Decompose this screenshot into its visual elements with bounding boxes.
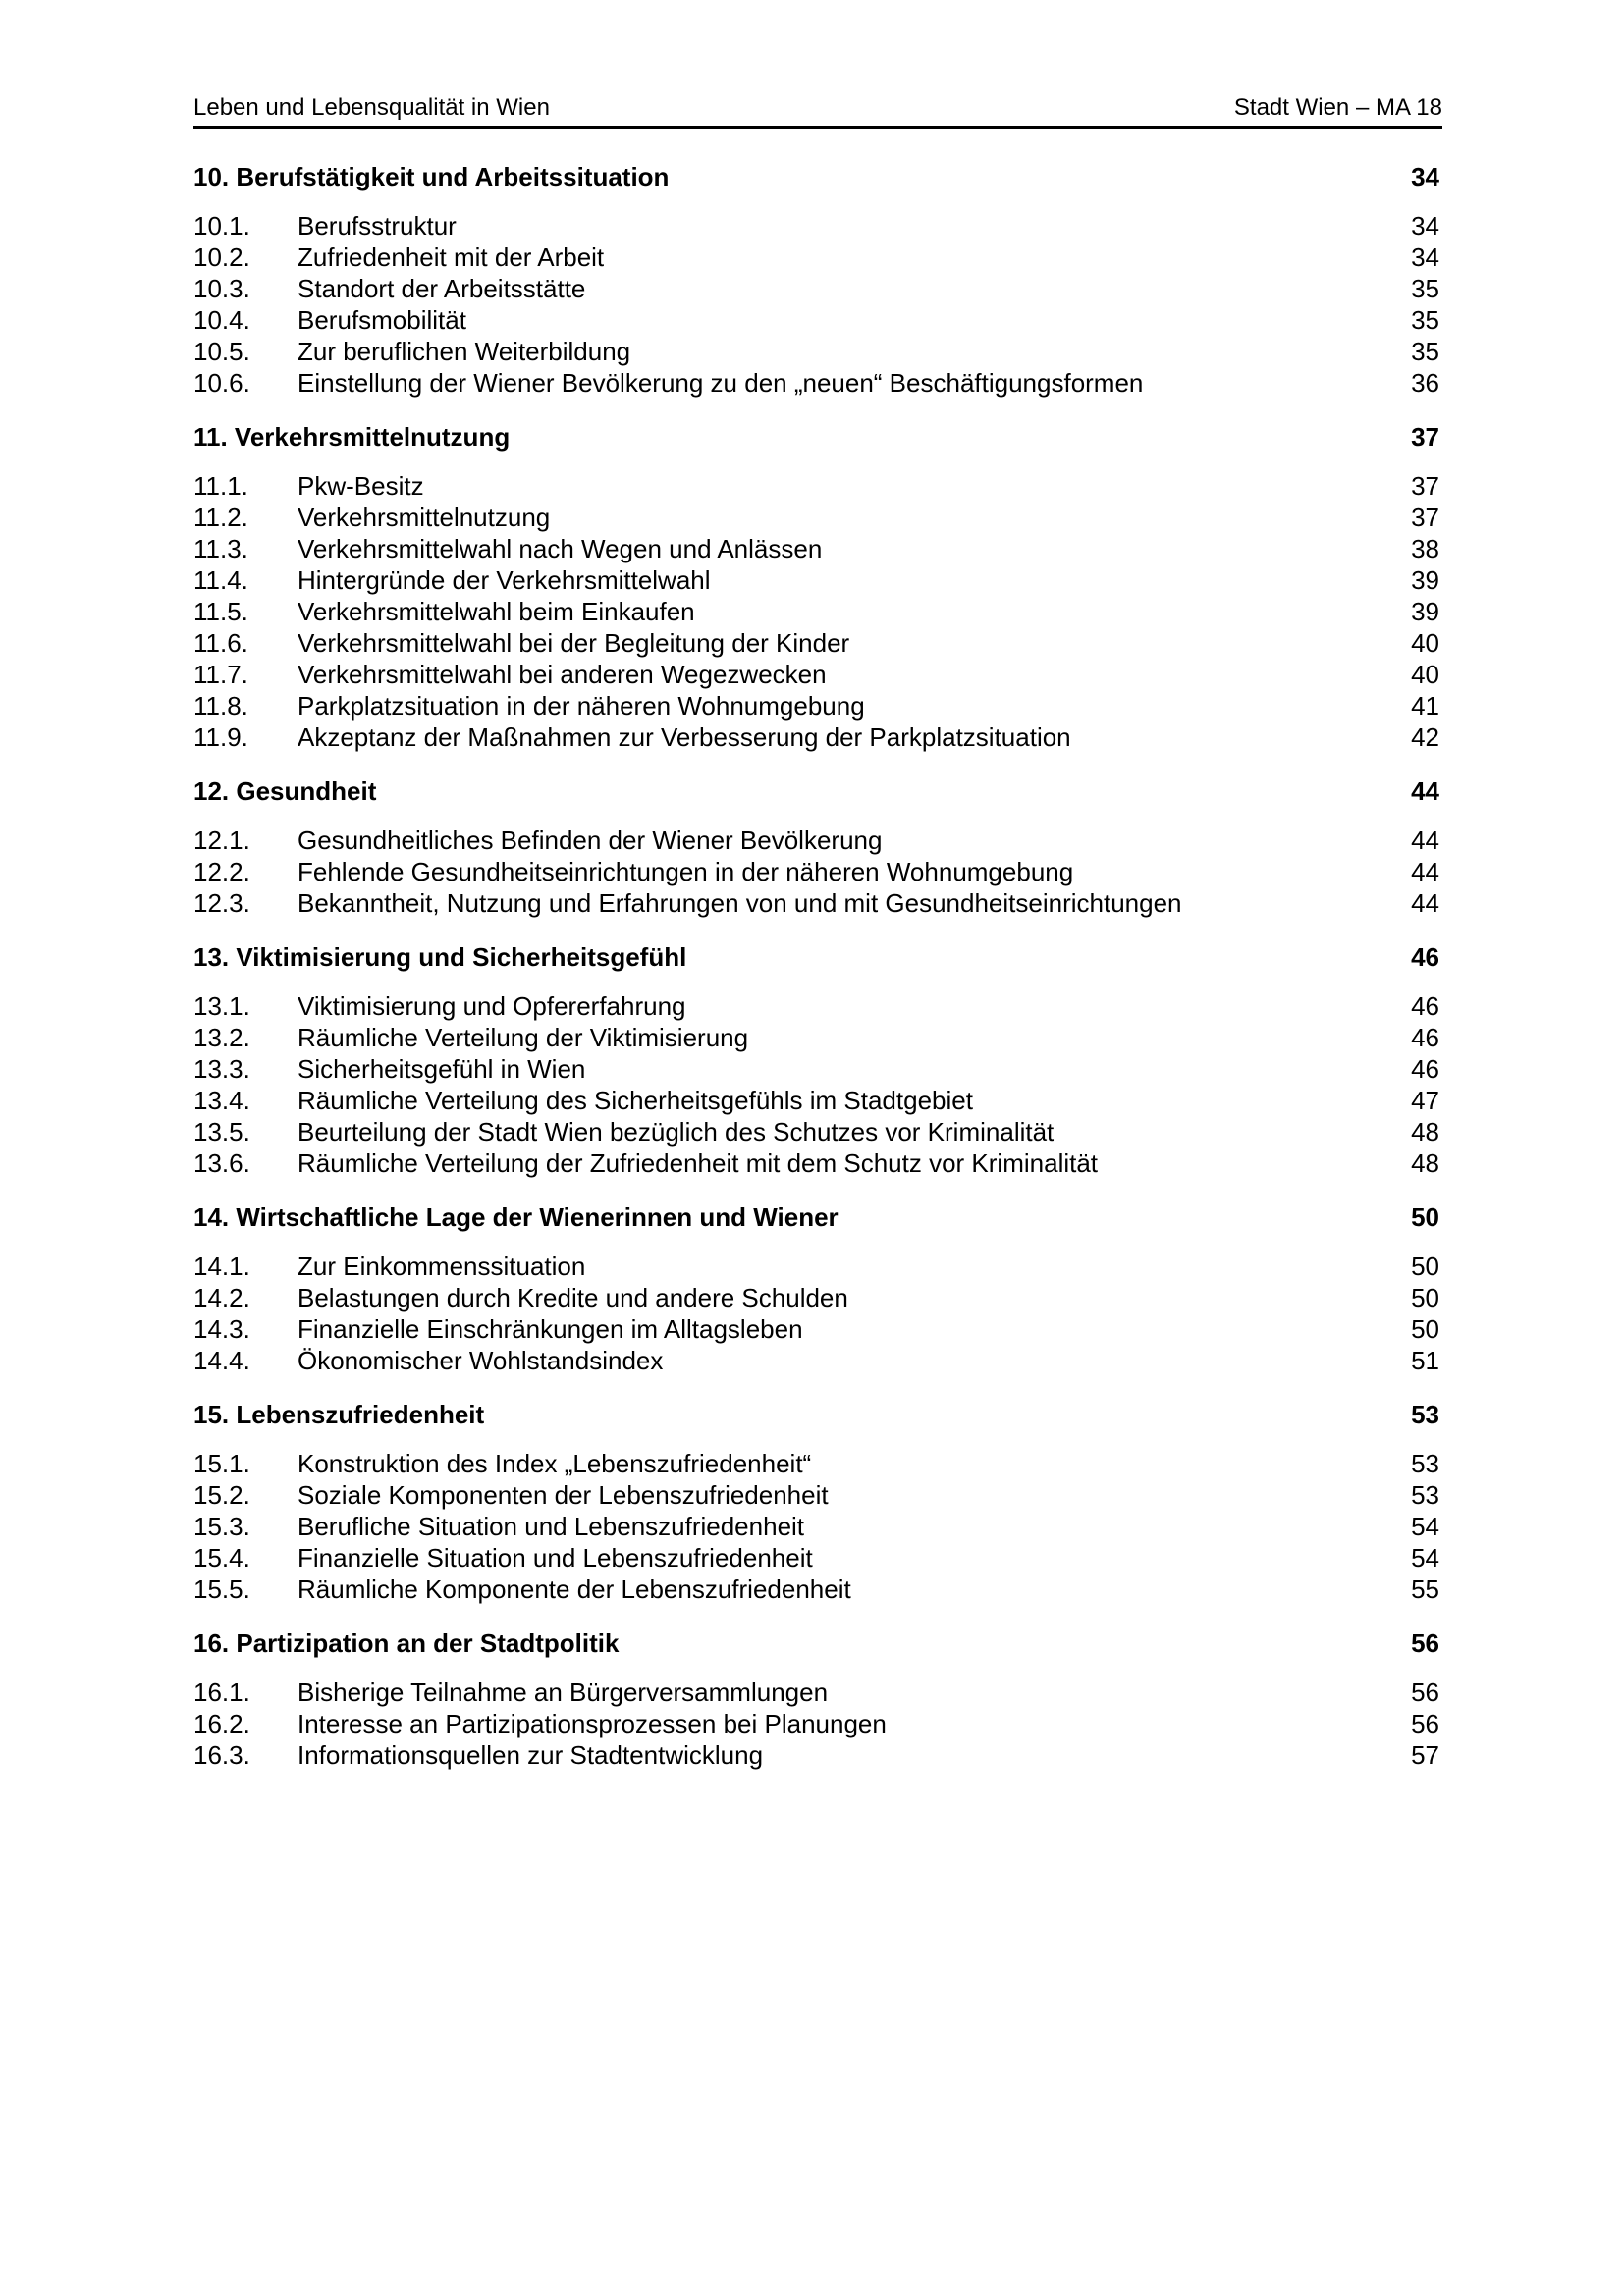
toc-entry-number: 14.2. [193, 1283, 250, 1312]
toc-entry-page: 50 [1411, 1283, 1439, 1312]
toc-entry-page: 48 [1411, 1148, 1439, 1178]
toc-entry-page: 39 [1411, 597, 1439, 626]
toc-entry-title: Berufliche Situation und Lebenszufriedenheit [298, 1512, 805, 1541]
toc-entry-title: Fehlende Gesundheitseinrichtungen in der näheren Wohnumgebung [298, 857, 1074, 886]
toc-chapter [193, 775, 1442, 919]
header-document-title: Leben und Lebensqualität in Wien [193, 94, 550, 121]
toc-entry[interactable] [193, 210, 1442, 241]
toc-entry-number: 11.9. [193, 722, 248, 752]
toc-chapter-heading[interactable] [193, 1628, 1442, 1659]
toc-entry-number: 13.2. [193, 1023, 250, 1052]
toc-entry[interactable] [193, 470, 1442, 502]
toc-entry-number: 15.2. [193, 1480, 250, 1510]
toc-entry-page: 41 [1411, 691, 1439, 721]
toc-chapter [193, 161, 1442, 399]
toc-entry-page: 34 [1411, 242, 1439, 272]
toc-entry-page: 48 [1411, 1117, 1439, 1147]
toc-entry-title: Berufsstruktur [298, 211, 457, 240]
toc-entry[interactable] [193, 273, 1442, 304]
toc-chapter-heading[interactable] [193, 1399, 1442, 1430]
toc-chapter [193, 1399, 1442, 1605]
toc-entry-number: 13.6. [193, 1148, 250, 1178]
toc-entry-number: 11.7. [193, 660, 248, 689]
toc-entry-page: 56 [1411, 1709, 1439, 1738]
toc-entry-number: 11.8. [193, 691, 248, 721]
toc-entry-page: 50 [1411, 1314, 1439, 1344]
document-page [193, 94, 1442, 1771]
toc-entry-title: Räumliche Komponente der Lebenszufriedenheit [298, 1575, 851, 1604]
toc-entry[interactable] [193, 887, 1442, 919]
toc-entry-page: 44 [1411, 888, 1439, 918]
toc-entry-title: Finanzielle Einschränkungen im Alltagsleben [298, 1314, 803, 1344]
toc-entry[interactable] [193, 596, 1442, 627]
running-header [193, 94, 1442, 129]
toc-chapter-page: 53 [1411, 1400, 1439, 1429]
toc-entry[interactable] [193, 304, 1442, 336]
toc-entry-title: Verkehrsmittelwahl bei anderen Wegezwecken [298, 660, 827, 689]
toc-chapter [193, 421, 1442, 753]
toc-entry-number: 13.3. [193, 1054, 250, 1084]
toc-entry[interactable] [193, 1251, 1442, 1282]
toc-entry-number: 16.3. [193, 1740, 250, 1770]
toc-entry-title: Konstruktion des Index „Lebenszufriedenheit“ [298, 1449, 812, 1478]
toc-entry-page: 50 [1411, 1252, 1439, 1281]
toc-entry-number: 15.5. [193, 1575, 250, 1604]
toc-chapter-title: 15. Lebenszufriedenheit [193, 1400, 485, 1429]
toc-entry-page: 44 [1411, 826, 1439, 855]
toc-chapter-title: 16. Partizipation an der Stadtpolitik [193, 1629, 620, 1658]
toc-chapter [193, 1201, 1442, 1376]
toc-entry-title: Soziale Komponenten der Lebenszufriedenheit [298, 1480, 829, 1510]
toc-entry-title: Gesundheitliches Befinden der Wiener Bevölkerung [298, 826, 883, 855]
toc-entry-page: 53 [1411, 1480, 1439, 1510]
toc-entry-title: Einstellung der Wiener Bevölkerung zu den „neuen“ Beschäftigungsformen [298, 368, 1144, 398]
toc-chapter [193, 941, 1442, 1179]
toc-entry-title: Akzeptanz der Maßnahmen zur Verbesserung der Parkplatzsituation [298, 722, 1071, 752]
toc-entry[interactable] [193, 856, 1442, 887]
toc-entry[interactable] [193, 1739, 1442, 1771]
toc-entry-page: 55 [1411, 1575, 1439, 1604]
toc-entry-number: 14.1. [193, 1252, 250, 1281]
toc-entry-title: Belastungen durch Kredite und andere Schulden [298, 1283, 848, 1312]
toc-entry-number: 10.4. [193, 305, 250, 335]
toc-chapter-title: 10. Berufstätigkeit und Arbeitssituation [193, 162, 670, 191]
toc-entry-title: Ökonomischer Wohlstandsindex [298, 1346, 664, 1375]
toc-entry-number: 11.1. [193, 471, 248, 501]
toc-entry[interactable] [193, 1345, 1442, 1376]
toc-entry-number: 12.1. [193, 826, 250, 855]
toc-entry-title: Bisherige Teilnahme an Bürgerversammlungen [298, 1678, 829, 1707]
toc-entry-page: 34 [1411, 211, 1439, 240]
toc-entry-page: 37 [1411, 503, 1439, 532]
toc-entry-number: 13.5. [193, 1117, 250, 1147]
toc-chapter-heading[interactable] [193, 1201, 1442, 1233]
toc-entry[interactable] [193, 1479, 1442, 1511]
toc-entry-number: 16.2. [193, 1709, 250, 1738]
toc-entry-number: 10.3. [193, 274, 250, 303]
toc-entry[interactable] [193, 502, 1442, 533]
toc-entry-number: 14.3. [193, 1314, 250, 1344]
toc-chapter-page: 50 [1411, 1202, 1439, 1232]
toc-entry-page: 57 [1411, 1740, 1439, 1770]
toc-chapter-title: 13. Viktimisierung und Sicherheitsgefühl [193, 942, 687, 972]
toc-entry-title: Zufriedenheit mit der Arbeit [298, 242, 605, 272]
toc-entry[interactable] [193, 1677, 1442, 1708]
toc-entry[interactable] [193, 690, 1442, 721]
toc-entry-title: Viktimisierung und Opfererfahrung [298, 991, 686, 1021]
toc-chapter-title: 12. Gesundheit [193, 776, 377, 806]
toc-entry-page: 38 [1411, 534, 1439, 563]
toc-entry-number: 12.3. [193, 888, 250, 918]
toc-entry[interactable] [193, 659, 1442, 690]
toc-entry-title: Pkw-Besitz [298, 471, 424, 501]
toc-entry[interactable] [193, 1448, 1442, 1479]
toc-entry-title: Zur Einkommenssituation [298, 1252, 586, 1281]
toc-entry[interactable] [193, 1574, 1442, 1605]
toc-entry[interactable] [193, 1022, 1442, 1053]
toc-entry-title: Verkehrsmittelwahl beim Einkaufen [298, 597, 695, 626]
toc-entry-number: 11.5. [193, 597, 248, 626]
toc-entry[interactable] [193, 1116, 1442, 1148]
toc-entry-page: 54 [1411, 1543, 1439, 1573]
toc-entry[interactable] [193, 1148, 1442, 1179]
toc-entry-page: 53 [1411, 1449, 1439, 1478]
toc-entry[interactable] [193, 990, 1442, 1022]
toc-chapter-page: 56 [1411, 1629, 1439, 1658]
toc-chapter-heading[interactable] [193, 161, 1442, 192]
toc-entry[interactable] [193, 721, 1442, 753]
toc-entry-page: 40 [1411, 660, 1439, 689]
toc-entry-page: 37 [1411, 471, 1439, 501]
toc-entry-number: 13.4. [193, 1086, 250, 1115]
toc-entry-title: Beurteilung der Stadt Wien bezüglich des Schutzes vor Kriminalität [298, 1117, 1055, 1147]
toc-entry[interactable] [193, 1511, 1442, 1542]
toc-entry-number: 11.4. [193, 565, 248, 595]
toc-entry-title: Standort der Arbeitsstätte [298, 274, 586, 303]
toc-entry[interactable] [193, 241, 1442, 273]
toc-entry-title: Parkplatzsituation in der näheren Wohnumgebung [298, 691, 865, 721]
toc-entry-page: 39 [1411, 565, 1439, 595]
toc-entry-number: 15.1. [193, 1449, 250, 1478]
toc-entry[interactable] [193, 1708, 1442, 1739]
toc-entry-title: Berufsmobilität [298, 305, 466, 335]
toc-entry-title: Räumliche Verteilung der Viktimisierung [298, 1023, 749, 1052]
toc-entry-page: 46 [1411, 1054, 1439, 1084]
toc-chapter-heading[interactable] [193, 941, 1442, 973]
toc-entry-number: 12.2. [193, 857, 250, 886]
toc-entry-number: 15.4. [193, 1543, 250, 1573]
toc-entry-page: 46 [1411, 1023, 1439, 1052]
toc-entry-page: 54 [1411, 1512, 1439, 1541]
toc-entry-title: Verkehrsmittelwahl nach Wegen und Anlässen [298, 534, 823, 563]
toc-entry-page: 51 [1411, 1346, 1439, 1375]
toc-entry[interactable] [193, 533, 1442, 564]
toc-entry-title: Verkehrsmittelnutzung [298, 503, 551, 532]
toc-entry-number: 10.2. [193, 242, 250, 272]
toc-entry-page: 40 [1411, 628, 1439, 658]
toc-entry-title: Finanzielle Situation und Lebenszufriedenheit [298, 1543, 813, 1573]
toc-entry-page: 36 [1411, 368, 1439, 398]
toc-entry-title: Sicherheitsgefühl in Wien [298, 1054, 586, 1084]
toc-entry-number: 11.2. [193, 503, 248, 532]
table-of-contents [193, 161, 1442, 1771]
toc-entry-number: 10.5. [193, 337, 250, 366]
toc-entry[interactable] [193, 367, 1442, 399]
toc-entry[interactable] [193, 336, 1442, 367]
toc-chapter-heading[interactable] [193, 775, 1442, 807]
toc-entry-title: Verkehrsmittelwahl bei der Begleitung der Kinder [298, 628, 850, 658]
toc-entry-page: 35 [1411, 337, 1439, 366]
toc-entry-number: 14.4. [193, 1346, 250, 1375]
toc-entry-number: 11.3. [193, 534, 248, 563]
toc-entry-number: 13.1. [193, 991, 250, 1021]
toc-entry[interactable] [193, 1053, 1442, 1085]
toc-entry-title: Räumliche Verteilung der Zufriedenheit mit dem Schutz vor Kriminalität [298, 1148, 1099, 1178]
toc-entry-number: 16.1. [193, 1678, 250, 1707]
toc-entry[interactable] [193, 564, 1442, 596]
toc-chapter-title: 14. Wirtschaftliche Lage der Wienerinnen und Wiener [193, 1202, 839, 1232]
toc-chapter-title: 11. Verkehrsmittelnutzung [193, 422, 511, 452]
toc-entry-page: 42 [1411, 722, 1439, 752]
toc-chapter-page: 44 [1411, 776, 1439, 806]
toc-entry-number: 15.3. [193, 1512, 250, 1541]
toc-entry[interactable] [193, 1542, 1442, 1574]
header-publisher: Stadt Wien – MA 18 [1233, 94, 1442, 121]
toc-entry[interactable] [193, 1313, 1442, 1345]
toc-entry-title: Interesse an Partizipationsprozessen bei Planungen [298, 1709, 887, 1738]
toc-entry-page: 46 [1411, 991, 1439, 1021]
toc-entry-number: 10.6. [193, 368, 250, 398]
toc-entry-title: Hintergründe der Verkehrsmittelwahl [298, 565, 711, 595]
toc-entry-number: 10.1. [193, 211, 250, 240]
toc-entry-title: Zur beruflichen Weiterbildung [298, 337, 631, 366]
toc-entry[interactable] [193, 825, 1442, 856]
toc-entry-page: 56 [1411, 1678, 1439, 1707]
toc-entry-page: 47 [1411, 1086, 1439, 1115]
toc-chapter-page: 37 [1411, 422, 1439, 452]
toc-chapter-page: 46 [1411, 942, 1439, 972]
toc-entry-page: 35 [1411, 305, 1439, 335]
toc-entry-title: Bekanntheit, Nutzung und Erfahrungen von und mit Gesundheitseinrichtungen [298, 888, 1182, 918]
toc-chapter-heading[interactable] [193, 421, 1442, 453]
toc-entry-title: Informationsquellen zur Stadtentwicklung [298, 1740, 764, 1770]
toc-chapter [193, 1628, 1442, 1771]
toc-entry-page: 35 [1411, 274, 1439, 303]
toc-entry-title: Räumliche Verteilung des Sicherheitsgefühls im Stadtgebiet [298, 1086, 973, 1115]
toc-entry[interactable] [193, 1282, 1442, 1313]
toc-entry[interactable] [193, 627, 1442, 659]
toc-entry-page: 44 [1411, 857, 1439, 886]
toc-chapter-page: 34 [1411, 162, 1439, 191]
toc-entry[interactable] [193, 1085, 1442, 1116]
toc-entry-number: 11.6. [193, 628, 248, 658]
